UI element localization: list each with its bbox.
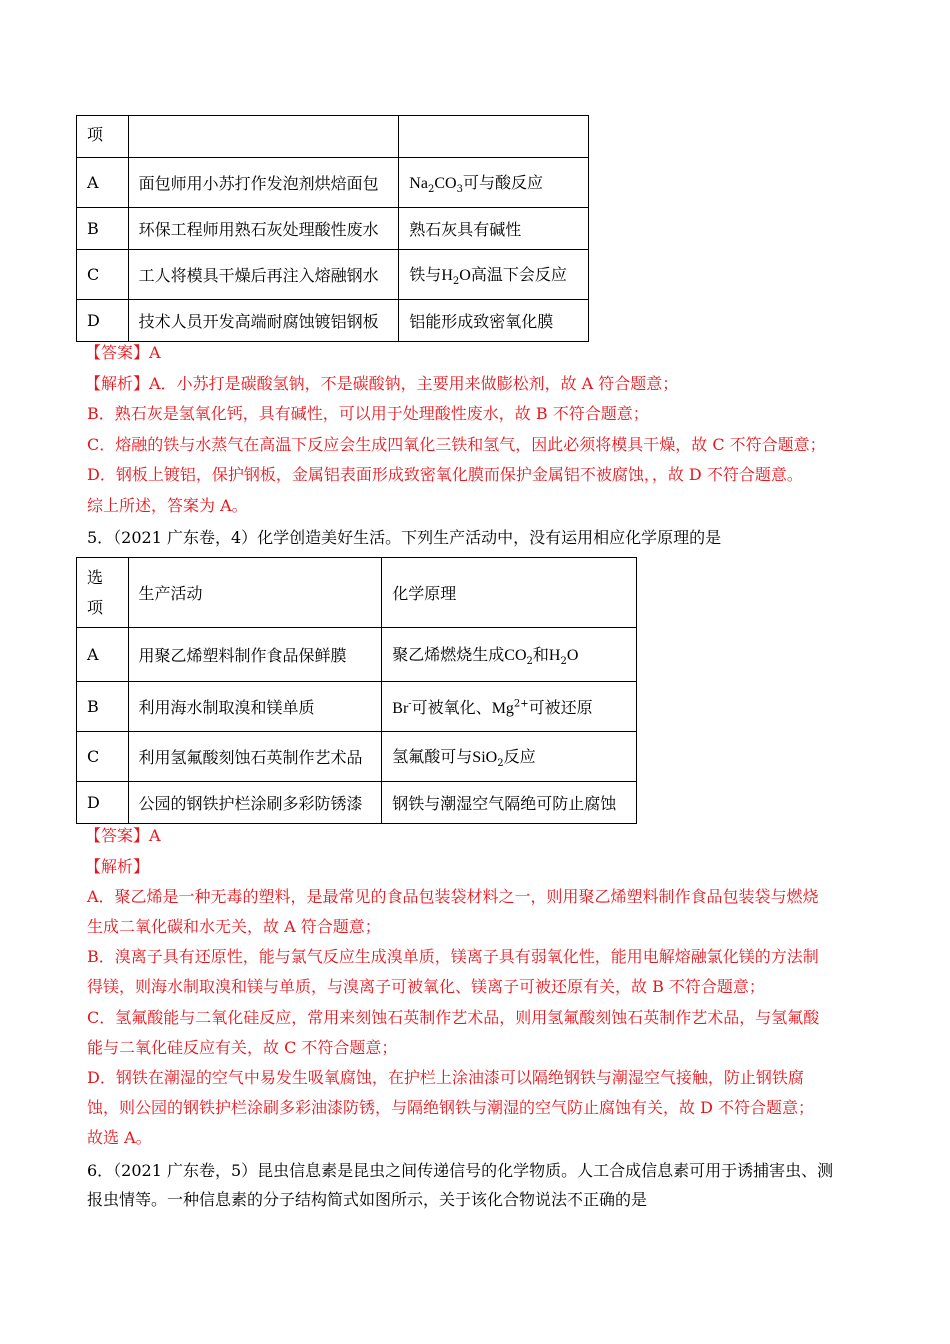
principle-cell: 熟石灰具有碱性 <box>399 208 589 250</box>
subscript: 2 <box>452 276 460 288</box>
answer-2 <box>85 825 161 847</box>
formula-o: O <box>459 266 471 284</box>
analysis-2-line: 能与二氧化硅反应有关，故 C 不符合题意； <box>87 1038 398 1057</box>
analysis-2-line: 生成二氧化碳和水无关，故 A 符合题意； <box>87 917 381 936</box>
principle-cell: 铝能形成致密氧化膜 <box>399 300 589 342</box>
table-row <box>77 158 589 208</box>
principle-text: 聚乙烯燃烧生成 <box>392 644 505 664</box>
option-header-1: 选 <box>87 567 104 587</box>
analysis-1-line: C．熔融的铁与水蒸气在高温下反应会生成四氧化三铁和氢气，因此必须将模具干燥，故 C 不符合题意； <box>87 435 826 454</box>
analysis-1-line: B．熟石灰是氢氧化钙，具有碱性，可以用于处理酸性废水，故 B 不符合题意； <box>87 404 649 423</box>
formula-co2: CO <box>504 646 527 664</box>
subscript: 3 <box>456 184 463 196</box>
principle-text: 和 <box>532 644 549 664</box>
table-row <box>77 208 589 250</box>
analysis-2-line: 得镁，则海水制取溴和镁与单质，与溴离子可被氧化、镁离子可被还原有关，故 B 不符合题意； <box>87 977 765 996</box>
option-cell: D <box>77 300 129 342</box>
subscript: 2 <box>526 656 533 668</box>
activity-cell: 公园的钢铁护栏涂刷多彩防锈漆 <box>128 782 382 824</box>
analysis-1-line <box>85 373 678 395</box>
activity-cell: 面包师用小苏打作发泡剂烘焙面包 <box>128 158 399 208</box>
activity-cell: 利用海水制取溴和镁单质 <box>128 682 382 732</box>
activity-header-cell: 生产活动 <box>128 558 382 628</box>
option-cell: B <box>77 208 129 250</box>
analysis-2-label: 【解析】 <box>85 857 150 876</box>
analysis-2-line: A．聚乙烯是一种无毒的塑料，是最常见的食品包装袋材料之一，则用聚乙烯塑料制作食品包装袋与燃烧 <box>87 887 819 906</box>
activity-cell <box>128 116 399 158</box>
question-5: 5．（2021 广东卷，4）化学创造美好生活。下列生产活动中，没有运用相应化学原理的是 <box>87 528 722 547</box>
principle-cell <box>399 250 589 300</box>
option-header-2: 项 <box>87 597 104 617</box>
option-cell: C <box>77 732 129 782</box>
table-row <box>77 628 637 682</box>
table-row <box>77 782 637 824</box>
option-cell: D <box>77 782 129 824</box>
superscript: 2+ <box>513 698 529 710</box>
principle-text: 可被氧化、 <box>411 698 492 717</box>
principle-text: 铁与 <box>409 264 442 284</box>
table-row <box>77 732 637 782</box>
formula-mg: Mg <box>491 700 514 717</box>
principle-cell: 钢铁与潮湿空气隔绝可防止腐蚀 <box>382 782 637 824</box>
analysis-1-line: D．钢板上镀铝，保护钢板，金属铝表面形成致密氧化膜而保护金属铝不被腐蚀，，故 D 不符合题意。 <box>87 465 803 484</box>
subscript: 2 <box>427 184 435 196</box>
principle-text: 可被还原 <box>528 698 593 717</box>
analysis-2-line: D．钢铁在潮湿的空气中易发生吸氧腐蚀，在护栏上涂油漆可以隔绝钢铁与潮湿空气接触，防止钢铁腐 <box>87 1068 804 1087</box>
table-row <box>77 682 637 732</box>
principle-text: 可与酸反应 <box>462 172 543 192</box>
analysis-2-line: C．氢氟酸能与二氧化硅反应，常用来刻蚀石英制作艺术品，则用氢氟酸刻蚀石英制作艺术品，与氢氟酸 <box>87 1008 820 1027</box>
option-cell: A <box>77 628 129 682</box>
analysis-2-line: 蚀，则公园的钢铁护栏涂刷多彩油漆防锈，与隔绝钢铁与潮湿的空气防止腐蚀有关，故 D 不符合题意； <box>87 1098 815 1117</box>
principle-text: 反应 <box>503 746 536 766</box>
activity-cell: 环保工程师用熟石灰处理酸性废水 <box>128 208 399 250</box>
table-row <box>77 116 589 158</box>
option-header-cell <box>77 558 129 628</box>
activity-cell: 技术人员开发高端耐腐蚀镀铝钢板 <box>128 300 399 342</box>
principle-cell <box>382 732 637 782</box>
answer-value: A <box>149 826 161 845</box>
principle-cell <box>382 628 637 682</box>
formula-na: Na <box>409 174 428 192</box>
principle-text: 氢氟酸可与 <box>392 746 473 766</box>
answer-label: 【答案】 <box>85 826 150 845</box>
principle-cell <box>399 158 589 208</box>
activity-cell: 工人将模具干燥后再注入熔融钢水 <box>128 250 399 300</box>
analysis-2-line: 故选 A。 <box>87 1128 152 1147</box>
answer-1 <box>85 342 161 364</box>
option-cell: C <box>77 250 129 300</box>
subscript: 2 <box>560 656 567 668</box>
principle-cell <box>399 116 589 158</box>
formula-br: Br <box>392 700 409 717</box>
activity-cell: 利用氢氟酸刻蚀石英制作艺术品 <box>128 732 382 782</box>
table-1 <box>76 115 589 342</box>
option-cell: A <box>77 158 129 208</box>
formula-h: H <box>441 266 453 284</box>
formula-o: O <box>566 646 579 664</box>
formula-co: CO <box>434 174 457 192</box>
table-2 <box>76 557 637 824</box>
analysis-1-line: 综上所述，答案为 A。 <box>87 496 248 515</box>
question-6-line: 报虫情等。一种信息素的分子结构简式如图所示，关于该化合物说法不正确的是 <box>87 1190 648 1209</box>
answer-label: 【答案】 <box>85 343 150 362</box>
activity-cell: 用聚乙烯塑料制作食品保鲜膜 <box>128 628 382 682</box>
question-6-line: 6．（2021 广东卷，5）昆虫信息素是昆虫之间传递信号的化学物质。人工合成信息素可用于诱捕害虫、测 <box>87 1161 834 1180</box>
option-cell: B <box>77 682 129 732</box>
principle-cell <box>382 682 637 732</box>
formula-sio2: SiO <box>472 748 498 766</box>
principle-text: 高温下会反应 <box>470 264 567 284</box>
superscript: - <box>408 698 412 710</box>
subscript: 2 <box>497 758 504 770</box>
analysis-2-line: B．溴离子具有还原性，能与氯气反应生成溴单质，镁离子具有弱氧化性，能用电解熔融氯化镁的方法制 <box>87 947 819 966</box>
analysis-text: A．小苏打是碳酸氢钠，不是碳酸钠，主要用来做膨松剂，故 A 符合题意； <box>149 374 679 393</box>
formula-h: H <box>548 646 561 664</box>
analysis-label: 【解析】 <box>85 374 150 393</box>
table-row <box>77 300 589 342</box>
answer-value: A <box>149 343 161 362</box>
table-row <box>77 558 637 628</box>
option-cell: 项 <box>77 116 129 158</box>
principle-header-cell: 化学原理 <box>382 558 637 628</box>
table-row <box>77 250 589 300</box>
